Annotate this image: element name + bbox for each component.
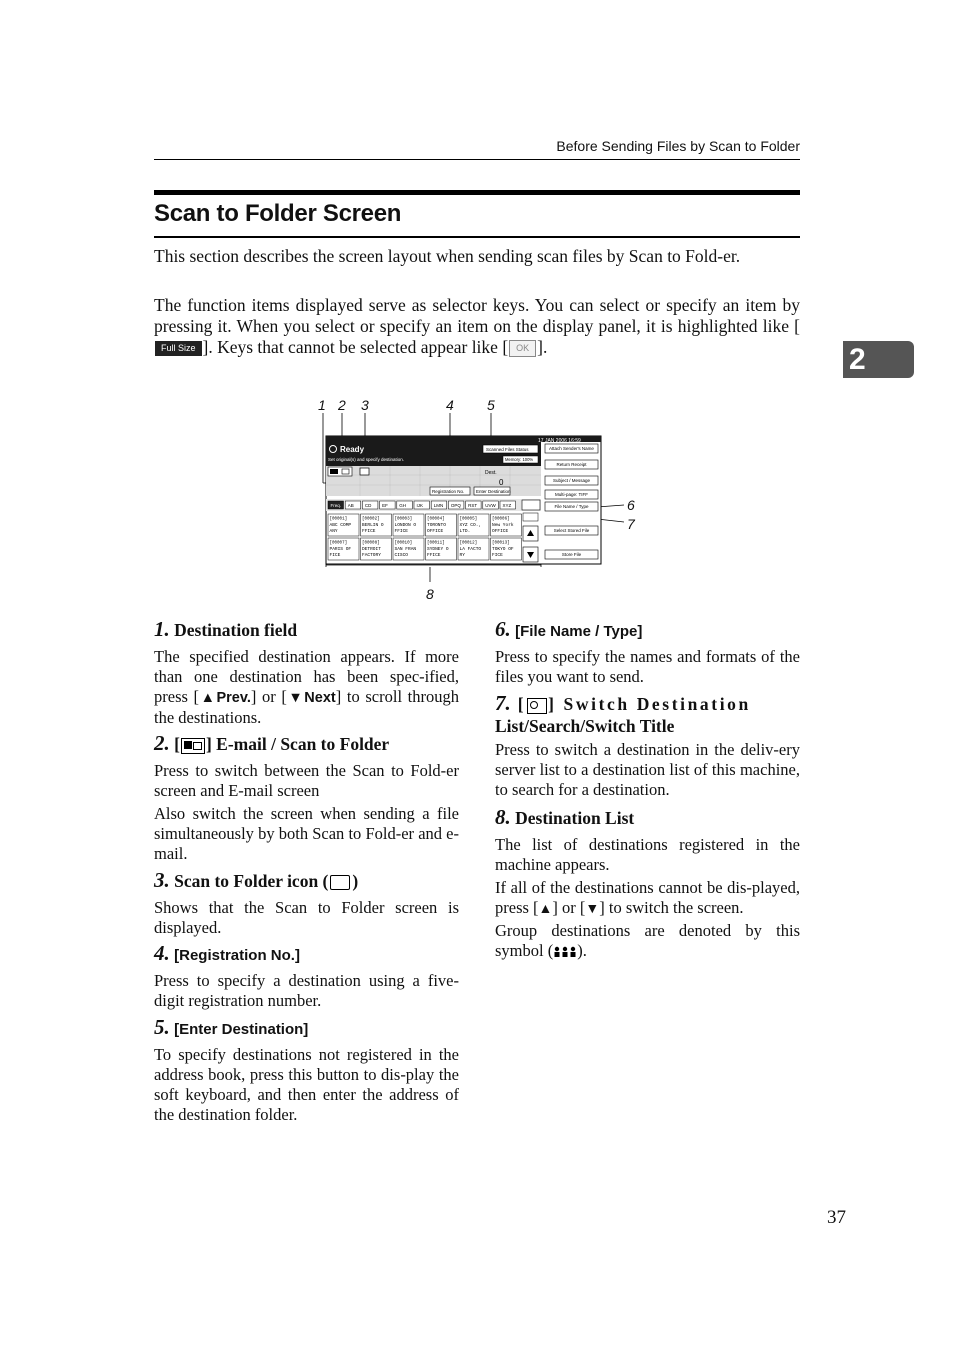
next-key: ▼Next	[286, 690, 336, 706]
destination-name: FFICE	[362, 529, 376, 534]
destination-name: TOKYO OF	[492, 547, 514, 552]
item-text: ] to switch the screen.	[599, 898, 744, 917]
item-text: To specify destinations not registered in the address book, press this button to dis-play the soft keyboard, and then enter the address of the destination folder.	[154, 1045, 459, 1124]
callout-1: 1	[318, 397, 326, 413]
page-number: 37	[827, 1207, 846, 1228]
destination-name: LONDON O	[394, 523, 417, 528]
item-text: The specified destination appears. If more than one destination has been spec-ified, press [	[154, 647, 459, 706]
destination-name: FFICE	[394, 529, 409, 534]
intro-paragraph-1: This section describes the screen layout when sending scan files by Scan to Fold-er.	[154, 246, 741, 266]
chapter-tab: 2	[843, 341, 914, 378]
switch-destination-icon[interactable]	[522, 500, 540, 510]
intro-text: The function items displayed serve as selector keys. You can select or specify an item by pressing it. When you select or specify an item on the display panel, it is highlighted like [	[154, 295, 800, 336]
item-number: 1.	[154, 617, 170, 641]
item-text: Group destinations are denoted by this symbol (	[495, 921, 800, 960]
tab-label: RST	[468, 503, 478, 508]
destination-name: ABC COMP	[329, 523, 352, 528]
screen-datetime: 17 JAN 2006 16:59	[538, 438, 581, 444]
up-key: ▲	[538, 900, 553, 916]
down-key: ▼	[585, 900, 600, 916]
screen-status: Ready	[340, 445, 365, 454]
item-text: Press to switch a destination in the deliv-ery server list to a destination list of this machine, to search for a destination.	[495, 740, 800, 799]
callout-6: 6	[627, 497, 635, 513]
section-title: Scan to Folder Screen	[154, 200, 402, 227]
item-6	[495, 617, 800, 687]
destination-name: LA FACTO	[459, 547, 482, 552]
callout-2: 2	[338, 397, 346, 413]
destination-name: LTD.	[459, 529, 471, 534]
item-text: Also switch the screen when sending a file simultaneously by both Scan to Fold-er and e-mail.	[154, 804, 459, 863]
destination-id: [00011]	[427, 541, 445, 546]
item-text: Press to specify the names and formats of the files you want to send.	[495, 647, 800, 686]
destination-id: [00005]	[459, 517, 478, 522]
tab-label: UVW	[485, 503, 496, 508]
destination-id: [00008]	[362, 541, 380, 546]
item-text: ] or [	[552, 898, 586, 917]
dest-count-value: 0	[499, 478, 504, 487]
item-number: 2.	[154, 731, 170, 755]
side-button-label: Return Receipt	[556, 462, 587, 468]
item-number: 8.	[495, 805, 511, 829]
destination-name: SAN FRAN	[394, 547, 417, 552]
destination-id: [00004]	[427, 517, 445, 522]
item-title-end: )	[352, 871, 359, 891]
registration-no-label: Registration No.	[432, 489, 465, 494]
folder-icon	[330, 875, 350, 890]
item-4	[154, 941, 459, 1011]
item-title: [File Name / Type]	[515, 623, 643, 640]
tab-label: IJK	[416, 503, 424, 508]
destination-name: PARIS OF	[329, 547, 352, 552]
prev-key: ▲Prev.	[199, 690, 251, 706]
tab-label: EF	[382, 503, 388, 508]
header-rule	[154, 159, 800, 160]
side-button-label: Attach Sender's Name	[549, 446, 594, 452]
item-text: Press to switch between the Scan to Fold-er screen and E-mail screen	[154, 761, 459, 800]
destination-name: RY	[459, 553, 465, 558]
destination-name: OFFICE	[492, 529, 509, 534]
callout-4: 4	[446, 397, 454, 413]
highlighted-key-example: Full Size	[155, 341, 202, 356]
destination-name: FICE	[329, 553, 341, 558]
destination-name: FICE	[492, 553, 503, 558]
item-3	[154, 868, 459, 938]
side-button-label: Subject / Message	[552, 478, 591, 484]
callout-3: 3	[361, 397, 369, 413]
side-button-label: Store File	[561, 552, 582, 558]
item-7: 7. [ ] Switch Destination List/Search/Switch Title Press to switch a destination in the deliv-ery server list to a destination list of this machine, to search for a destination.	[495, 691, 800, 799]
destination-id: [00007]	[329, 541, 348, 546]
destination-name: OFFICE	[427, 529, 444, 534]
item-number: 5.	[154, 1015, 170, 1039]
destination-name: SYDNEY O	[427, 547, 449, 552]
email-scan-toggle-icon	[181, 738, 205, 754]
item-8	[495, 805, 800, 961]
item-text: ).	[577, 941, 587, 960]
item-text: Shows that the Scan to Folder screen is displayed.	[154, 898, 459, 937]
destination-name: FACTORY	[362, 553, 381, 558]
side-button-label: File Name / Type	[554, 504, 589, 510]
screen-instruction: Set original(s) and specify destination.	[328, 457, 405, 462]
intro-paragraph-2	[154, 295, 800, 358]
item-text: If all of the destinations cannot be dis-played, press [	[495, 878, 800, 917]
item-text: Press to specify a destination using a five-digit registration number.	[154, 971, 459, 1010]
destination-id: [00012]	[459, 541, 478, 546]
item-title: ] E-mail / Scan to Folder	[205, 734, 390, 754]
disabled-key-example: OK	[509, 340, 536, 357]
enter-destination-label: Enter Destination	[476, 489, 511, 494]
item-number: 6.	[495, 617, 511, 641]
item-title: [Enter Destination]	[174, 1021, 309, 1038]
item-number: 4.	[154, 941, 170, 965]
destination-name: BERLIN O	[362, 523, 384, 528]
tab-label: OPQ	[450, 503, 461, 508]
item-title: Scan to Folder icon (	[174, 871, 329, 891]
item-title: [Registration No.]	[174, 947, 300, 964]
item-title: Destination field	[174, 620, 298, 640]
destination-name: FFICE	[427, 553, 441, 558]
tab-label: CD	[364, 503, 372, 508]
callout-8: 8	[426, 586, 434, 602]
destination-name: CISCO	[394, 553, 409, 558]
callout-7: 7	[627, 516, 635, 532]
screen-figure	[300, 395, 650, 605]
item-text: The list of destinations registered in the machine appears.	[495, 835, 800, 874]
item-2: 2. [ ] E-mail / Scan to Folder Press to switch between the Scan to Fold-er screen and E-mail screen Also switch the screen when sending a file simultaneously by both Scan to Fold-er and e-mail.	[154, 731, 459, 863]
tab-label: AB	[347, 503, 354, 508]
tab-label: GH	[399, 503, 407, 508]
destination-name: TORONTO	[427, 523, 446, 528]
tab-label: Freq.	[330, 503, 342, 508]
destination-name: XYZ CO.,	[459, 523, 482, 528]
scanned-files-status: Scanned Files Status	[486, 447, 529, 452]
side-button-label: Multi-page: TIFF	[555, 492, 588, 498]
tab-label: XYZ	[502, 503, 512, 508]
intro-text: ]. Keys that cannot be selected appear like [	[202, 337, 509, 357]
search-switch-icon	[527, 698, 547, 714]
destination-id: [00013]	[492, 541, 510, 546]
intro-text: ].	[537, 337, 548, 357]
title-rule-bottom	[154, 236, 800, 238]
item-text: ] to scroll through the destinations.	[154, 687, 460, 727]
folder-icon	[360, 468, 369, 475]
title-rule-top	[154, 190, 800, 195]
item-title-2: List/Search/Switch Title	[495, 716, 675, 736]
item-5	[154, 1015, 459, 1125]
item-number: 7.	[495, 691, 511, 715]
side-button-label: Select Stored File	[553, 528, 590, 534]
item-title: ] Switch Destination	[548, 694, 751, 714]
destination-name: DETROIT	[362, 547, 381, 552]
running-header: Before Sending Files by Scan to Folder	[556, 138, 800, 154]
panel-screen	[300, 395, 650, 605]
tab-label: LMN	[433, 503, 444, 508]
callout-5: 5	[487, 397, 495, 413]
destination-id: [00010]	[394, 541, 413, 546]
screen-memory: Memory: 100%	[505, 457, 534, 462]
dest-count-label: Dest.	[485, 470, 497, 476]
item-1	[154, 617, 459, 728]
item-number: 3.	[154, 868, 170, 892]
destination-id: [00006]	[492, 517, 510, 522]
destination-name: New York	[492, 523, 514, 528]
destination-id: [00003]	[394, 517, 413, 522]
group-icon	[553, 946, 577, 958]
destination-id: [00001]	[329, 517, 348, 522]
destination-name: ANY	[329, 529, 338, 534]
destination-id: [00002]	[362, 517, 380, 522]
item-text: ] or [	[250, 687, 287, 706]
item-title: Destination List	[515, 808, 635, 828]
